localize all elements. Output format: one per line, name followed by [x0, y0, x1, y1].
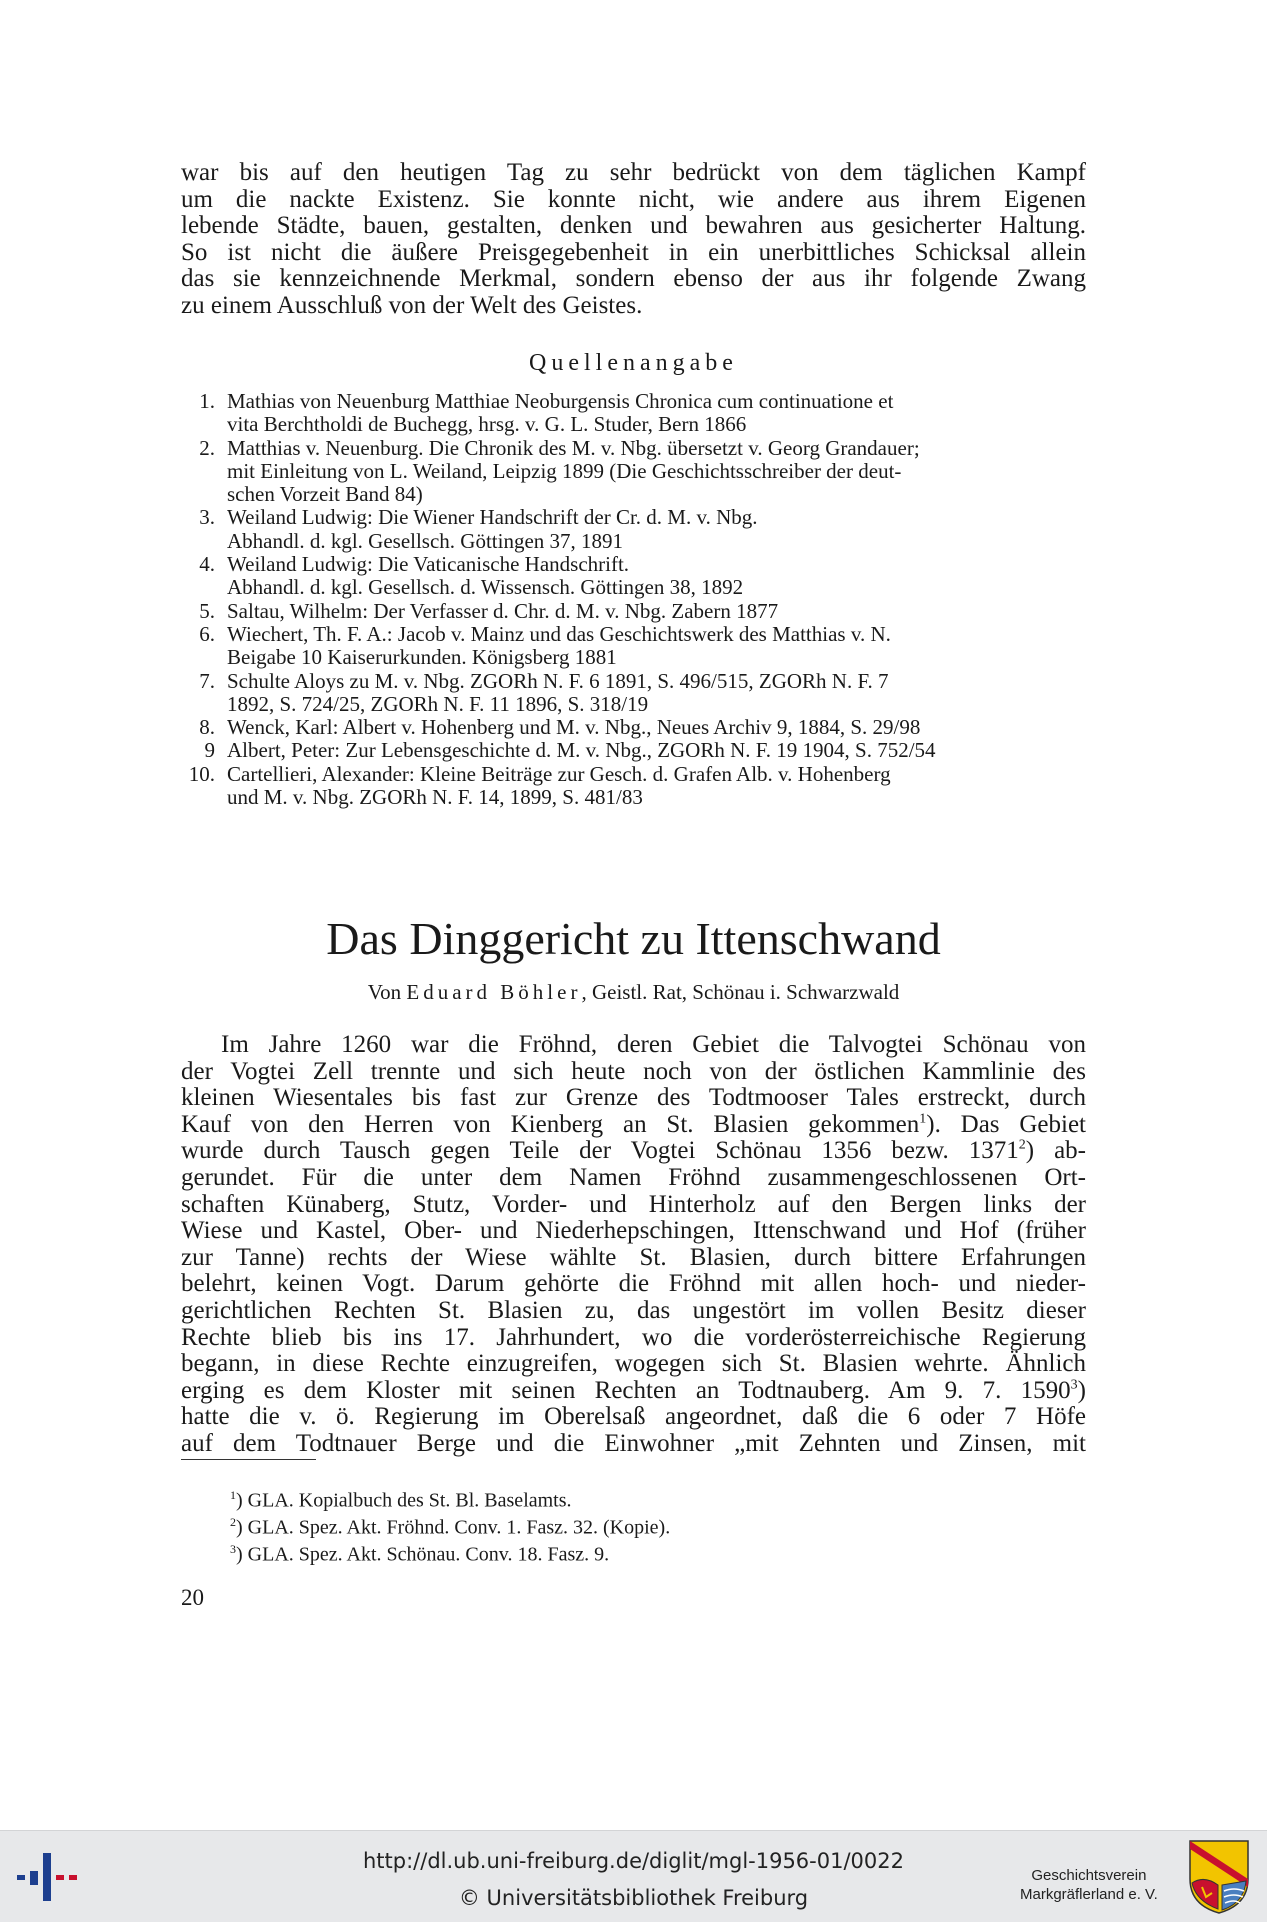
sources-list	[181, 390, 1086, 809]
footnote-item	[230, 1512, 670, 1539]
source-line: Matthias v. Neuenburg. Die Chronik des M. v. Nbg. übersetzt v. Georg Grandauer;	[227, 435, 920, 460]
source-item	[181, 670, 1086, 717]
footnote-mark: 1	[230, 1488, 236, 1502]
source-item	[181, 437, 1086, 507]
source-line: Schulte Aloys zu M. v. Nbg. ZGORh N. F. 6 1891, S. 496/515, ZGORh N. F. 7	[227, 668, 889, 693]
source-item	[181, 600, 1086, 623]
source-number: 6.	[199, 621, 215, 646]
footnote-text: ) GLA. Spez. Akt. Fröhnd. Conv. 1. Fasz. 32. (Kopie).	[236, 1516, 671, 1539]
footnote-text: ) GLA. Kopialbuch des St. Bl. Baselamts.	[236, 1489, 572, 1512]
text-line: zur Tanne) rechts der Wiese wählte St. Blasien, durch bittere Erfahrungen	[181, 1243, 1086, 1271]
footnote-mark: 2	[230, 1515, 236, 1530]
source-line: Albert, Peter: Zur Lebensgeschichte d. M. v. Nbg., ZGORh N. F. 19 1904, S. 752/54	[227, 738, 936, 763]
source-item	[181, 716, 1086, 739]
society-name-line: Markgräflerland e. V.	[1020, 1886, 1158, 1903]
text-line: Wiese und Kastel, Ober- und Niederhepschingen, Ittenschwand und Hof (früher	[181, 1217, 1086, 1245]
text-line: das sie kennzeichnende Merkmal, sondern ebenso der aus ihr folgende Zwang	[181, 265, 1086, 293]
source-item	[181, 623, 1086, 670]
text-line: So ist nicht die äußere Preisgegebenheit in ein unerbittliches Schicksal allein	[181, 238, 1086, 266]
society-name	[1020, 1866, 1158, 1904]
source-line: Saltau, Wilhelm: Der Verfasser d. Chr. d. M. v. Nbg. Zabern 1877	[227, 598, 779, 623]
text-line	[181, 1138, 1086, 1165]
text-line: belehrt, keinen Vogt. Darum gehörte die Fröhnd mit allen hoch- und nieder-	[181, 1270, 1086, 1298]
source-line: Weiland Ludwig: Die Vaticanische Handschrift.	[227, 552, 630, 577]
viewer-footer	[0, 1830, 1267, 1922]
source-line: Mathias von Neuenburg Matthiae Neoburgensis Chronica cum continuatione et	[227, 389, 894, 413]
text-line: gerichtlichen Rechten St. Blasien zu, das ungestört im vollen Besitz dieser	[181, 1296, 1086, 1324]
text-line: um die nackte Existenz. Sie konnte nicht, wie andere aus ihrem Eigenen	[181, 185, 1086, 213]
source-number: 1.	[199, 389, 215, 413]
text-line	[181, 1378, 1086, 1405]
text-line: zu einem Ausschluß von der Welt des Geistes.	[181, 291, 643, 319]
sources-heading: Quellenangabe	[529, 350, 738, 376]
society-name-line: Geschichtsverein	[1031, 1867, 1147, 1884]
text-line: Rechte blieb bis ins 17. Jahrhundert, wo die vorderösterreichische Regierung	[181, 1323, 1086, 1351]
text-line: war bis auf den heutigen Tag zu sehr bedrückt von dem täglichen Kampf	[181, 159, 1086, 186]
source-number: 9	[204, 738, 215, 763]
text-segment: ) ab-	[1025, 1137, 1086, 1165]
footnote-ref[interactable]: 1	[919, 1111, 927, 1127]
text-line: begann, in diese Rechte einzugreifen, wogegen sich St. Blasien wehrte. Ähnlich	[181, 1350, 1086, 1378]
source-line: und M. v. Nbg. ZGORh N. F. 14, 1899, S. 481/83	[227, 785, 643, 810]
footnote-divider	[181, 1459, 316, 1460]
byline-prefix: Von	[367, 980, 402, 1004]
text-line: hatte die v. ö. Regierung im Oberelsaß angeordnet, daß die 6 oder 7 Höfe	[181, 1403, 1086, 1431]
footnotes-list	[230, 1485, 670, 1566]
source-line: Wenck, Karl: Albert v. Hohenberg und M. v. Nbg., Neues Archiv 9, 1884, S. 29/98	[227, 715, 921, 740]
source-number: 2.	[199, 435, 215, 460]
source-line: 1892, S. 724/25, ZGORh N. F. 11 1896, S. 318/19	[227, 691, 649, 716]
source-line: schen Vorzeit Band 84)	[227, 482, 423, 507]
article-title: Das Dinggericht zu Ittenschwand	[326, 913, 941, 964]
footnote-item	[230, 1539, 670, 1566]
text-line	[181, 1112, 1086, 1139]
author-name: Eduard Böhler	[406, 980, 582, 1004]
source-number: 3.	[199, 505, 215, 530]
source-line: Beigabe 10 Kaiserurkunden. Königsberg 1881	[227, 645, 617, 670]
text-line: auf dem Todtnauer Berge und die Einwohner „mit Zehnten und Zinsen, mit	[181, 1429, 1086, 1457]
source-line: Abhandl. d. kgl. Gesellsch. d. Wissensch. Göttingen 38, 1892	[227, 575, 744, 600]
footnote-item	[230, 1485, 670, 1512]
source-line: Abhandl. d. kgl. Gesellsch. Göttingen 37, 1891	[227, 528, 624, 553]
source-item	[181, 390, 1086, 437]
text-line: lebende Städte, bauen, gestalten, denken und bewahren aus gesicherter Haltung.	[181, 212, 1086, 240]
source-line: Cartellieri, Alexander: Kleine Beiträge zur Gesch. d. Grafen Alb. v. Hohenberg	[227, 761, 891, 786]
footnote-ref[interactable]: 2	[1018, 1138, 1026, 1154]
source-number: 7.	[199, 668, 215, 693]
source-item	[181, 506, 1086, 553]
copyright-notice: © Universitätsbibliothek Freiburg	[458, 1886, 809, 1910]
source-number: 8.	[199, 715, 215, 740]
text-segment: ). Das Gebiet	[926, 1110, 1086, 1138]
text-line: der Vogtei Zell trennte und sich heute noch von der östlichen Kammlinie des	[181, 1057, 1086, 1085]
source-number: 10.	[188, 761, 215, 786]
text-segment: erging es dem Kloster mit seinen Rechten an Todtnauberg. Am 9. 7. 1590	[181, 1376, 1071, 1404]
byline	[0, 980, 1267, 1005]
body-paragraph	[181, 1032, 1086, 1458]
byline-affiliation: , Geistl. Rat, Schönau i. Schwarzwald	[581, 980, 900, 1004]
coat-of-arms-icon	[1188, 1839, 1250, 1915]
text-line: kleinen Wiesentales bis fast zur Grenze des Todtmooser Tales erstreckt, durch	[181, 1084, 1086, 1112]
source-item	[181, 763, 1086, 810]
text-segment: )	[1077, 1376, 1086, 1404]
source-line: Weiland Ludwig: Die Wiener Handschrift der Cr. d. M. v. Nbg.	[227, 505, 758, 530]
source-line: Wiechert, Th. F. A.: Jacob v. Mainz und das Geschichtswerk des Matthias v. N.	[227, 621, 891, 646]
text-line: gerundet. Für die unter dem Namen Fröhnd zusammengeschlossenen Ort-	[181, 1163, 1086, 1191]
page-number: 20	[181, 1585, 204, 1610]
footnote-text: ) GLA. Spez. Akt. Schönau. Conv. 18. Fasz. 9.	[236, 1543, 610, 1566]
source-item	[181, 739, 1086, 762]
source-line: vita Berchtholdi de Buchegg, hrsg. v. G. L. Studer, Bern 1866	[227, 412, 747, 437]
document-url-link[interactable]: http://dl.ub.uni-freiburg.de/diglit/mgl-1956-01/0022	[362, 1849, 904, 1873]
text-line: schaften Künaberg, Stutz, Vorder- und Hinterholz auf den Bergen links der	[181, 1190, 1086, 1218]
source-item	[181, 553, 1086, 600]
source-line: mit Einleitung von L. Weiland, Leipzig 1899 (Die Geschichtsschreiber der deut-	[227, 458, 902, 483]
intro-paragraph	[181, 160, 1086, 320]
source-number: 4.	[199, 552, 215, 577]
footnote-mark: 3	[230, 1542, 236, 1557]
text-segment: wurde durch Tausch gegen Teile der Vogtei Schönau 1356 bezw. 1371	[181, 1137, 1019, 1165]
source-number: 5.	[199, 598, 215, 623]
text-line: Im Jahre 1260 war die Fröhnd, deren Gebiet die Talvogtei Schönau von	[221, 1031, 1086, 1058]
text-segment: Kauf von den Herren von Kienberg an St. Blasien gekommen	[181, 1110, 920, 1138]
footnote-ref[interactable]: 3	[1070, 1377, 1078, 1393]
